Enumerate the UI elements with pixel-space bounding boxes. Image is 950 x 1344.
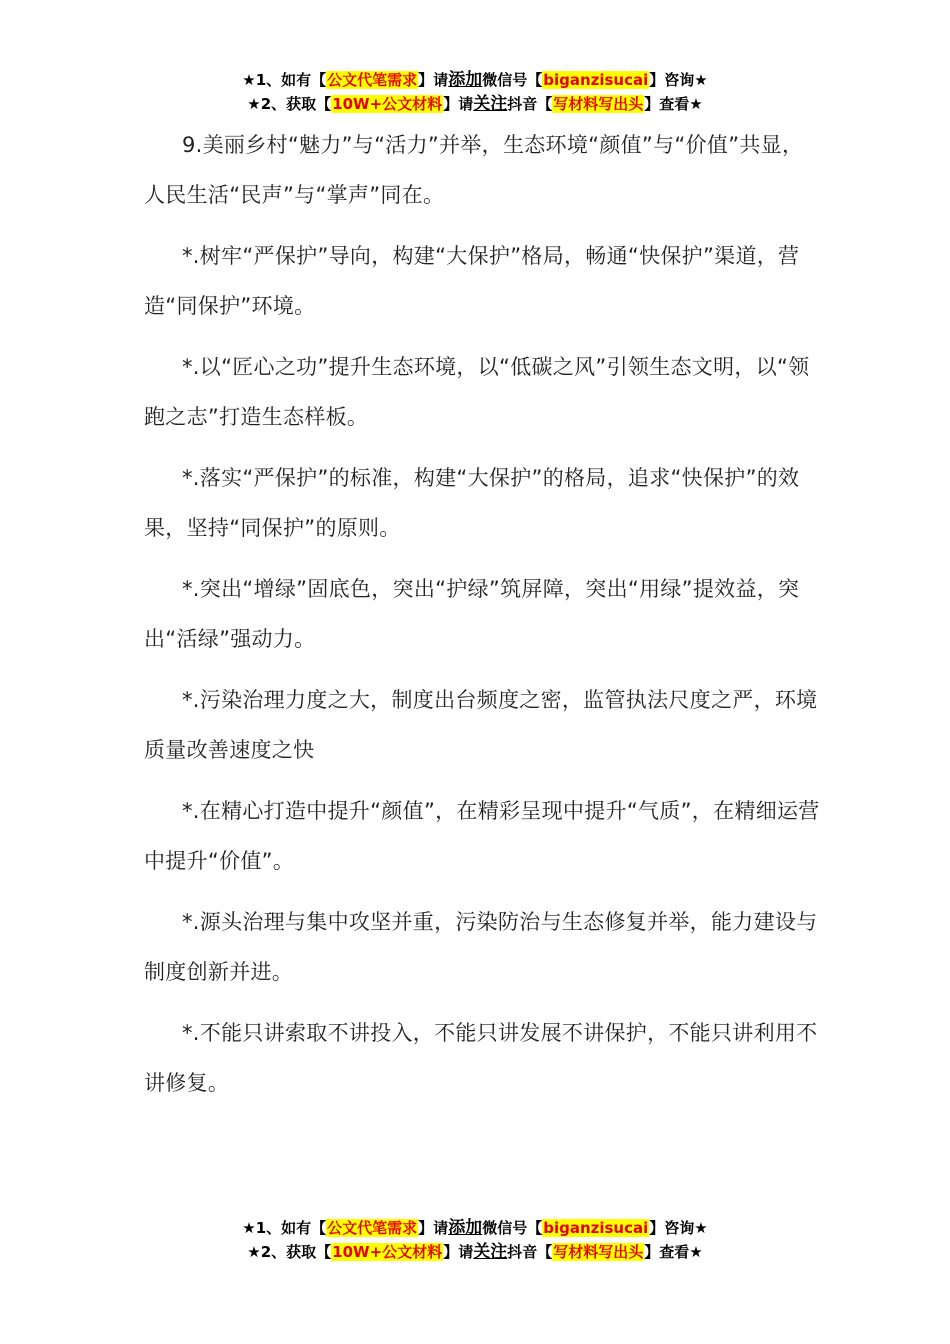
paragraph: *.在精心打造中提升“颜值”，在精彩呈现中提升“气质”，在精细运营中提升“价值”。 — [144, 799, 820, 873]
banner-highlight: 10W+公文材料 — [332, 1243, 443, 1261]
footer-banner — [0, 1216, 950, 1264]
paragraph: *.突出“增绿”固底色，突出“护绿”筑屏障，突出“用绿”提效益，突出“活绿”强动力。 — [144, 577, 800, 651]
header-banner — [0, 68, 950, 116]
paragraph: *.污染治理力度之大，制度出台频度之密，监管执法尺度之严，环境质量改善速度之快 — [144, 688, 818, 762]
banner-highlight: 公文代笔需求 — [327, 71, 418, 89]
banner-wechat-id: biganzisucai — [543, 1219, 649, 1237]
paragraph: *.树牢“严保护”导向，构建“大保护”格局，畅通“快保护”渠道，营造“同保护”环境。 — [144, 244, 800, 318]
banner-line-1: ★1、如有【公文代笔需求】请添加微信号【biganzisucai】咨询★ — [242, 70, 708, 90]
paragraph: *.落实“严保护”的标准，构建“大保护”的格局，追求“快保护”的效果，坚持“同保护”的原则。 — [144, 466, 800, 540]
banner-line-2: ★2、获取【10W+公文材料】请关注抖音【写材料写出头】查看★ — [247, 1242, 703, 1262]
paragraph: 9.美丽乡村“魅力”与“活力”并举，生态环境“颜值”与“价值”共显，人民生活“民声”与“掌声”同在。 — [144, 133, 804, 207]
banner-douyin-account: 写材料写出头 — [553, 1243, 644, 1261]
paragraph: *.源头治理与集中攻坚并重，污染防治与生态修复并举，能力建设与制度创新并进。 — [144, 910, 818, 984]
banner-highlight: 公文代笔需求 — [327, 1219, 418, 1237]
document-body — [144, 120, 824, 1119]
banner-highlight: 10W+公文材料 — [332, 95, 443, 113]
banner-wechat-id: biganzisucai — [543, 71, 649, 89]
paragraph: *.以“匠心之功”提升生态环境，以“低碳之风”引领生态文明，以“领跑之志”打造生态样板。 — [144, 355, 810, 429]
banner-line-2: ★2、获取【10W+公文材料】请关注抖音【写材料写出头】查看★ — [247, 94, 703, 114]
banner-douyin-account: 写材料写出头 — [553, 95, 644, 113]
banner-line-1: ★1、如有【公文代笔需求】请添加微信号【biganzisucai】咨询★ — [242, 1218, 708, 1238]
paragraph: *.不能只讲索取不讲投入，不能只讲发展不讲保护，不能只讲利用不讲修复。 — [144, 1021, 818, 1095]
